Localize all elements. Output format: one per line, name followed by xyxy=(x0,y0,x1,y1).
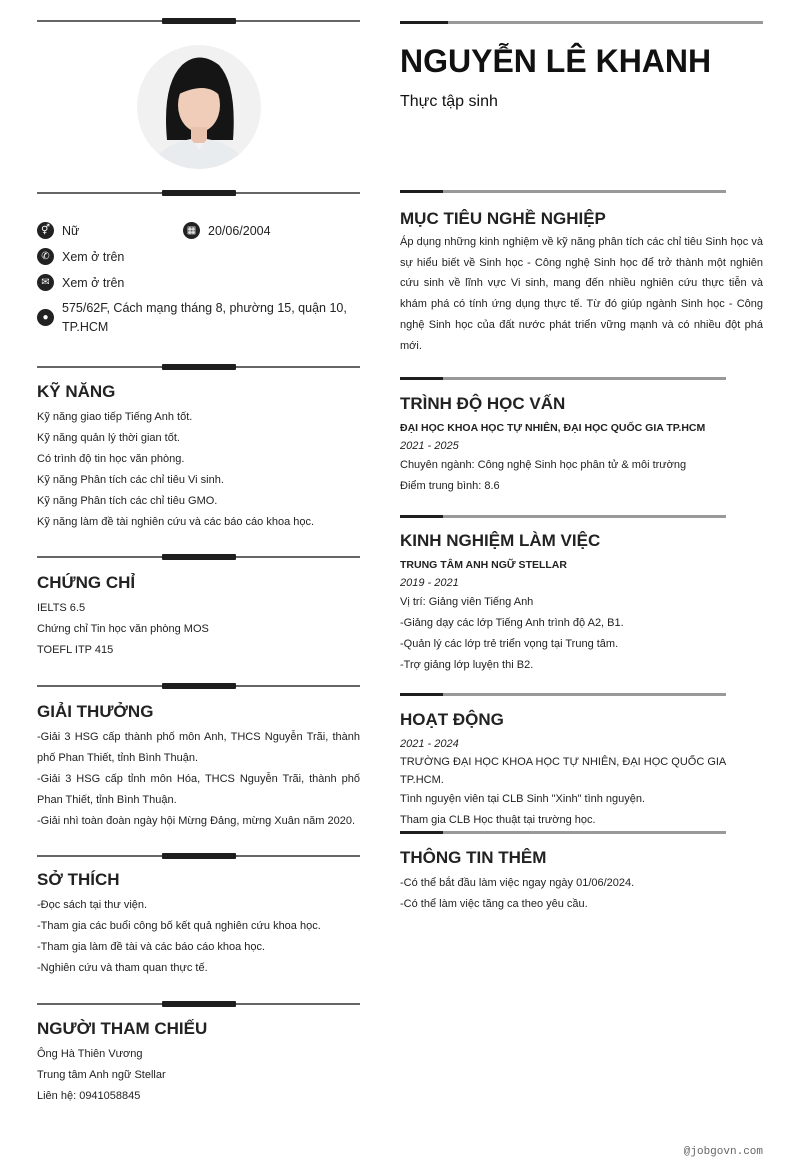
divider xyxy=(37,18,360,24)
list-item: -Có thể làm việc tăng ca theo yêu cầu. xyxy=(400,898,588,910)
divider xyxy=(400,190,726,193)
certificates-section xyxy=(37,572,360,661)
list-item: Chuyên ngành: Công nghệ Sinh học phân tử & môi trường xyxy=(400,459,687,471)
divider xyxy=(400,377,726,380)
list-item: Kỹ năng quản lý thời gian tốt. xyxy=(37,432,180,444)
gender-icon: ⚥ xyxy=(37,222,54,239)
profile-photo xyxy=(137,45,261,169)
address-value: 575/62F, Cách mạng tháng 8, phường 15, quận 10, TP.HCM xyxy=(62,301,347,334)
list-item: Trung tâm Anh ngữ Stellar xyxy=(37,1069,166,1081)
list-item: IELTS 6.5 xyxy=(37,602,86,614)
section-title: NGƯỜI THAM CHIẾU xyxy=(37,1019,208,1038)
candidate-title: Thực tập sinh xyxy=(400,93,498,110)
location-pin-icon: ● xyxy=(37,309,54,326)
list-item: Vị trí: Giảng viên Tiếng Anh xyxy=(400,596,534,608)
list-item: Có trình độ tin học văn phòng. xyxy=(37,453,185,465)
candidate-name: NGUYỄN LÊ KHANH xyxy=(400,43,712,79)
period: 2021 - 2025 xyxy=(400,440,459,452)
divider xyxy=(37,190,360,196)
skills-section xyxy=(37,381,360,533)
hobbies-section xyxy=(37,869,360,979)
references-section xyxy=(37,1018,360,1107)
list-item: Kỹ năng Phân tích các chỉ tiêu Vi sinh. xyxy=(37,474,224,486)
address-row xyxy=(37,299,360,337)
period: 2019 - 2021 xyxy=(400,577,459,589)
list-item: Ông Hà Thiên Vương xyxy=(37,1048,143,1060)
gender-value: Nữ xyxy=(62,224,80,238)
list-item: Chứng chỉ Tin học văn phòng MOS xyxy=(37,623,209,635)
divider xyxy=(37,364,360,370)
list-item: TRƯỜNG ĐẠI HỌC KHOA HỌC TỰ NHIÊN, ĐẠI HỌC QUỐC GIA TP.HCM. xyxy=(400,756,726,786)
list-item: -Tham gia làm đề tài và các báo cáo khoa học. xyxy=(37,941,266,953)
list-item: -Giảng dạy các lớp Tiếng Anh trình độ A2, B1. xyxy=(400,617,624,629)
watermark: @jobgovn.com xyxy=(683,1146,763,1158)
list-item: Tình nguyện viên tại CLB Sinh "Xinh" tình nguyện. xyxy=(400,793,646,805)
list-item: -Giải 3 HSG cấp thành phố môn Anh, THCS Nguyễn Trãi, thành phố Phan Thiết, tỉnh Bình Thuận. xyxy=(37,731,360,764)
period: 2021 - 2024 xyxy=(400,738,459,750)
list-item: Kỹ năng giao tiếp Tiếng Anh tốt. xyxy=(37,411,193,423)
divider xyxy=(37,1001,360,1007)
list-item: -Đọc sách tại thư viện. xyxy=(37,899,148,911)
gender-row xyxy=(37,222,79,241)
list-item: -Giải 3 HSG cấp tỉnh môn Hóa, THCS Nguyễn Trãi, thành phố Phan Thiết, tỉnh Bình Thuận. xyxy=(37,773,360,806)
list-item: -Quản lý các lớp trẻ triển vọng tại Trung tâm. xyxy=(400,638,619,650)
phone-icon: ✆ xyxy=(37,248,54,265)
section-title: KỸ NĂNG xyxy=(37,382,116,401)
school-name: ĐẠI HỌC KHOA HỌC TỰ NHIÊN, ĐẠI HỌC QUỐC GIA TP.HCM xyxy=(400,422,706,434)
section-title: THÔNG TIN THÊM xyxy=(400,848,547,867)
objective-section xyxy=(400,208,763,356)
email-row xyxy=(37,274,124,293)
divider xyxy=(400,831,726,834)
list-item: -Tham gia các buổi công bố kết quả nghiên cứu khoa học. xyxy=(37,920,321,932)
education-section xyxy=(400,393,763,497)
activities-section xyxy=(400,709,763,831)
section-title: HOẠT ĐỘNG xyxy=(400,710,504,729)
list-item: TOEFL ITP 415 xyxy=(37,644,114,656)
dob-value: 20/06/2004 xyxy=(208,224,271,238)
email-value: Xem ở trên xyxy=(62,276,125,290)
calendar-icon: ▦ xyxy=(183,222,200,239)
divider xyxy=(37,853,360,859)
phone-row xyxy=(37,248,124,267)
company-name: TRUNG TÂM ANH NGỮ STELLAR xyxy=(400,559,567,571)
divider xyxy=(37,683,360,689)
section-title: KINH NGHIỆM LÀM VIỆC xyxy=(400,531,601,550)
divider xyxy=(400,693,726,696)
awards-section xyxy=(37,701,360,832)
additional-info-section xyxy=(400,847,763,915)
list-item: Điểm trung bình: 8.6 xyxy=(400,480,500,492)
divider xyxy=(37,554,360,560)
email-icon: ✉ xyxy=(37,274,54,291)
list-item: -Giải nhì toàn đoàn ngày hội Mừng Đảng, mừng Xuân năm 2020. xyxy=(37,815,356,827)
phone-value: Xem ở trên xyxy=(62,250,125,264)
list-item: -Nghiên cứu và tham quan thực tế. xyxy=(37,962,208,974)
divider xyxy=(400,21,763,24)
section-title: GIẢI THƯỞNG xyxy=(37,702,154,721)
section-title: CHỨNG CHỈ xyxy=(37,573,136,592)
section-title: SỞ THÍCH xyxy=(37,870,120,889)
experience-section xyxy=(400,530,763,676)
list-item: Kỹ năng làm đề tài nghiên cứu và các báo cáo khoa học. xyxy=(37,516,315,528)
list-item: Tham gia CLB Học thuật tại trường học. xyxy=(400,814,596,826)
section-title: MỤC TIÊU NGHỀ NGHIỆP xyxy=(400,209,606,228)
list-item: -Có thể bắt đầu làm việc ngay ngày 01/06/2024. xyxy=(400,877,635,889)
list-item: Liên hệ: 0941058845 xyxy=(37,1090,141,1102)
divider xyxy=(400,515,726,518)
objective-text: Áp dụng những kinh nghiệm về kỹ năng phân tích các chỉ tiêu Sinh học và sự hiểu biết về Sinh học - Công nghệ Sinh học để trở thành một nghiên cứu sinh về lĩnh vực Vi sinh, mang đến nhiều nghiên cứu thực tiễn và khám phá có tính ứng dụng thực tế. Từ đó giúp ngành Sinh học - Công nghệ Sinh học của đất nước phát triển vững mạnh và có nhiều đột phá mới. xyxy=(400,236,763,352)
list-item: -Trợ giảng lớp luyện thi B2. xyxy=(400,659,534,671)
dob-row xyxy=(183,222,271,241)
section-title: TRÌNH ĐỘ HỌC VẤN xyxy=(400,394,566,413)
list-item: Kỹ năng Phân tích các chỉ tiêu GMO. xyxy=(37,495,218,507)
